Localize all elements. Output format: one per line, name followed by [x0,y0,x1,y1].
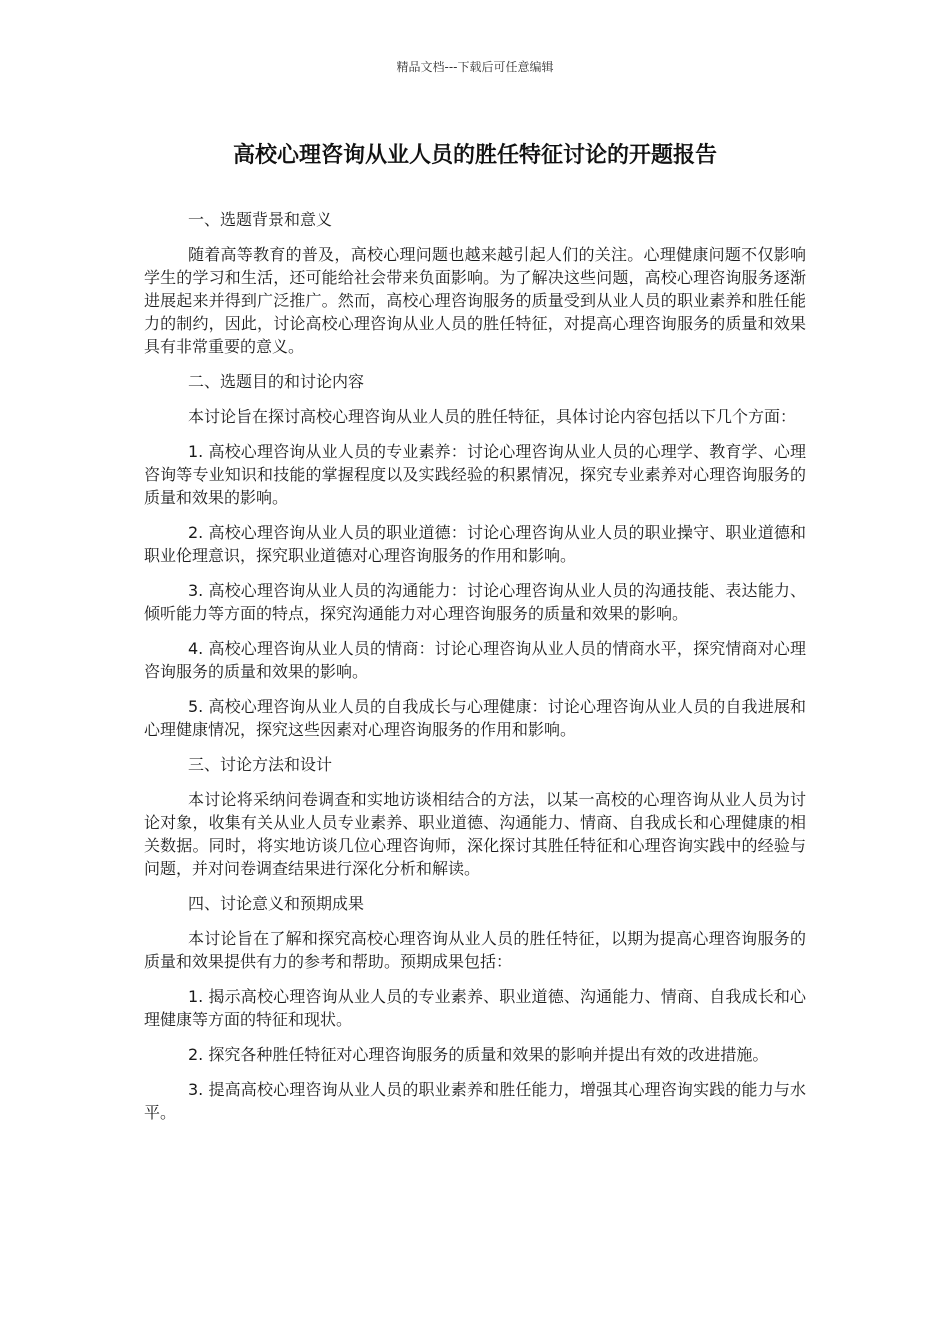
list-item: 1. 高校心理咨询从业人员的专业素养：讨论心理咨询从业人员的心理学、教育学、心理咨询等专业知识和技能的掌握程度以及实践经验的积累情况，探究专业素养对心理咨询服务的质量和效果的影响。 [144,442,806,507]
section-heading-methods: 三、讨论方法和设计 [188,755,333,774]
paragraph: 本讨论旨在了解和探究高校心理咨询从业人员的胜任特征，以期为提高心理咨询服务的质量和效果提供有力的参考和帮助。预期成果包括： [144,929,806,971]
list-item: 3. 提高高校心理咨询从业人员的职业素养和胜任能力，增强其心理咨询实践的能力与水平。 [144,1080,806,1122]
list-item: 5. 高校心理咨询从业人员的自我成长与心理健康：讨论心理咨询从业人员的自我进展和心理健康情况，探究这些因素对心理咨询服务的作用和影响。 [144,697,806,739]
section-heading-background: 一、选题背景和意义 [188,210,333,229]
list-item: 2. 高校心理咨询从业人员的职业道德：讨论心理咨询从业人员的职业操守、职业道德和职业伦理意识，探究职业道德对心理咨询服务的作用和影响。 [144,523,806,565]
list-item: 1. 揭示高校心理咨询从业人员的专业素养、职业道德、沟通能力、情商、自我成长和心理健康等方面的特征和现状。 [144,987,806,1029]
header-note: 精品文档---下载后可任意编辑 [396,60,554,74]
section-heading-objectives: 二、选题目的和讨论内容 [188,372,365,391]
list-item: 2. 探究各种胜任特征对心理咨询服务的质量和效果的影响并提出有效的改进措施。 [188,1045,769,1064]
paragraph: 本讨论将采纳问卷调查和实地访谈相结合的方法，以某一高校的心理咨询从业人员为讨论对象，收集有关从业人员专业素养、职业道德、沟通能力、情商、自我成长和心理健康的相关数据。同时，将实地访谈几位心理咨询师，深化探讨其胜任特征和心理咨询实践中的经验与问题，并对问卷调查结果进行深化分析和解读。 [144,790,806,878]
document-body [144,208,806,1136]
paragraph: 随着高等教育的普及，高校心理问题也越来越引起人们的关注。心理健康问题不仅影响学生的学习和生活，还可能给社会带来负面影响。为了解决这些问题，高校心理咨询服务逐渐进展起来并得到广泛推广。然而，高校心理咨询服务的质量受到从业人员的职业素养和胜任能力的制约，因此，讨论高校心理咨询从业人员的胜任特征，对提高心理咨询服务的质量和效果具有非常重要的意义。 [144,245,806,356]
paragraph: 本讨论旨在探讨高校心理咨询从业人员的胜任特征，具体讨论内容包括以下几个方面： [188,407,797,426]
document-title: 高校心理咨询从业人员的胜任特征讨论的开题报告 [232,143,717,168]
list-item: 4. 高校心理咨询从业人员的情商：讨论心理咨询从业人员的情商水平，探究情商对心理咨询服务的质量和效果的影响。 [144,639,806,681]
list-item: 3. 高校心理咨询从业人员的沟通能力：讨论心理咨询从业人员的沟通技能、表达能力、倾听能力等方面的特点，探究沟通能力对心理咨询服务的质量和效果的影响。 [144,581,806,623]
section-heading-significance: 四、讨论意义和预期成果 [188,894,365,913]
